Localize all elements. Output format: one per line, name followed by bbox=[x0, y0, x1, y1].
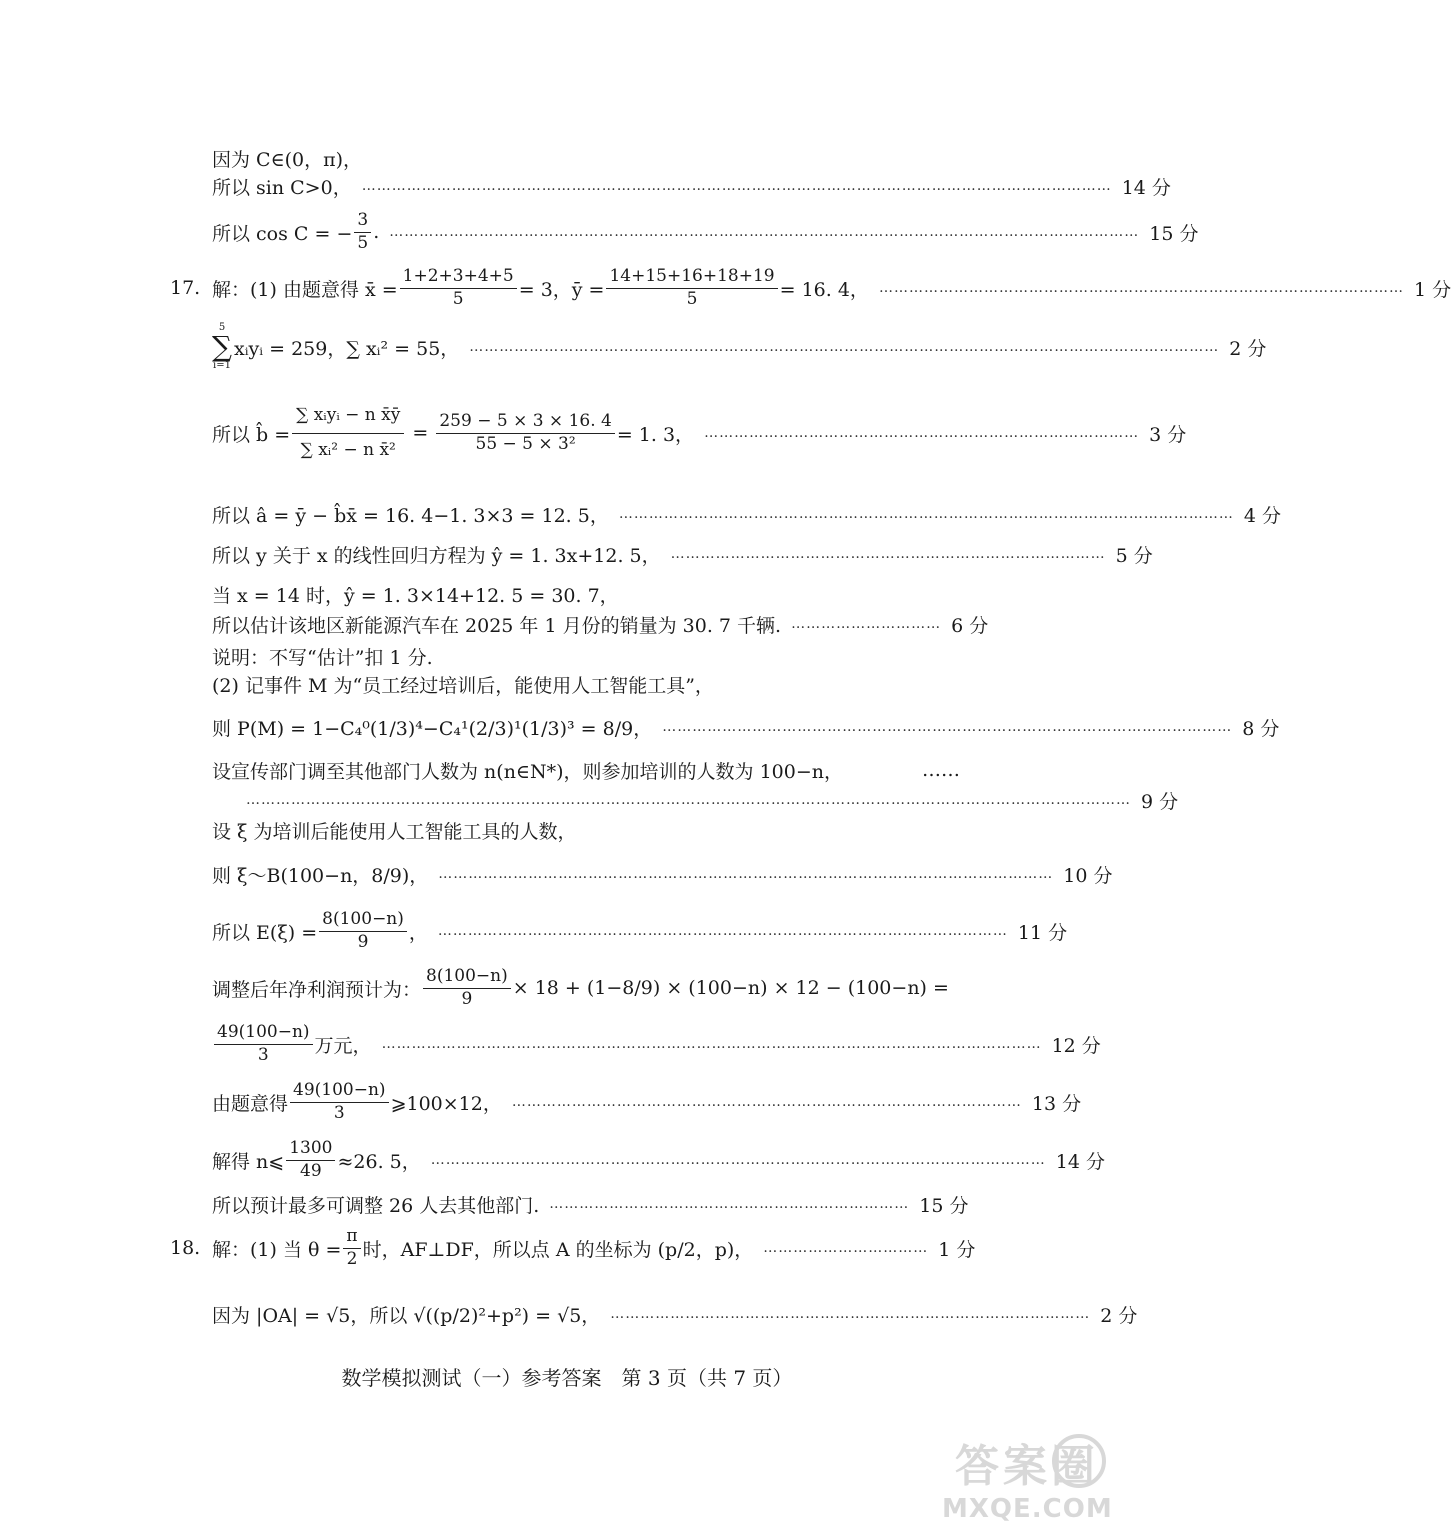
leader-dots: ………………………… bbox=[791, 616, 942, 632]
leader-dots: …………………………………………………………………………………………………………… bbox=[438, 866, 1054, 882]
question-number: 17. bbox=[170, 277, 201, 299]
text-line: 则 ξ～B(100−n，8/9)， …………………………………………………………………………………………………………… 10 分 bbox=[212, 852, 960, 896]
leader-dots: ……………………………………………………………… bbox=[549, 1196, 910, 1212]
leader-dots: …………………………………………………………………………………………………………………………………… bbox=[389, 224, 1140, 240]
text-line: 解得 n⩽ $\frac{1300}{49}$ ≈26. 5， …………………………………………………………………………………………………………… 14 分 bbox=[212, 1138, 1105, 1181]
fraction: $\frac{49(100-n)}{3}$ bbox=[214, 1022, 313, 1066]
leader-dots: …………………………………………………………………………………………………… bbox=[437, 923, 1008, 939]
leader-dots: …………………………………………………………………………… bbox=[704, 425, 1140, 441]
score: 3 分 bbox=[1149, 423, 1187, 446]
text-line: 所以 E(ξ) = $\frac{8(100-n)}{9}$ ， …………………………………………………………………………………………………… 11 分 bbox=[212, 909, 1068, 952]
score: 2 分 bbox=[1229, 337, 1267, 360]
leader-dots: …………………………………………………………………………… bbox=[670, 546, 1106, 562]
text-line: 设 ξ 为培训后能使用人工智能工具的人数， bbox=[212, 820, 577, 843]
leader-dots: …………………………………………………………………………………………………………………………………… bbox=[469, 339, 1220, 355]
text-line: 当 x = 14 时，ŷ = 1. 3×14+12. 5 = 30. 7， bbox=[212, 584, 619, 607]
leader-dots: …………………………………………………………………………………………………………………………………………………………… bbox=[246, 792, 1131, 808]
text-line: 调整后年净利润预计为： $\frac{8(100-n)}{9}$ × 18 + (1−8/9) × (100−n) × 12 − (100−n) = bbox=[212, 966, 949, 1009]
text-line: 5 ∑ i=1 xᵢyᵢ = 259，∑ xᵢ² = 55， …………………………………………………………………………………………………………………………………… 2 分 bbox=[212, 322, 1267, 371]
leader-dots: …………………………………………………………………………………………………………… bbox=[618, 506, 1234, 522]
text-line: 因为 C∈(0，π)， bbox=[212, 148, 363, 171]
text-line: (2) 记事件 M 为“员工经过培训后，能使用人工智能工具”， bbox=[212, 674, 714, 697]
score: 13 分 bbox=[1031, 1092, 1082, 1115]
text-line: 因为 |OA| = √5，所以 √((p/2)²+p²) = √5， …………………………………………………………………………………… 2 分 bbox=[212, 1290, 960, 1338]
fraction: $\frac{\pi}{2}$ bbox=[343, 1226, 360, 1270]
score: 8 分 bbox=[1242, 717, 1280, 740]
score: 10 分 bbox=[1063, 864, 1113, 887]
score: 9 分 bbox=[1141, 790, 1179, 813]
text-line: 设宣传部门调至其他部门人数为 n(n∈N*)，则参加培训的人数为 100−n， …… bbox=[212, 759, 960, 783]
fraction: $\frac{8(100-n)}{9}$ bbox=[423, 966, 511, 1010]
score: 5 分 bbox=[1115, 544, 1153, 567]
text-line: 所以预计最多可调整 26 人去其他部门. ……………………………………………………………… 15 分 bbox=[212, 1186, 960, 1222]
leader-dots: …………………………………………………………………………………………………………………… bbox=[381, 1036, 1042, 1052]
page-footer: 数学模拟测试（一）参考答案 第 3 页（共 7 页） bbox=[341, 1366, 793, 1390]
text-line: 则 P(M) = 1−C₄⁰(1/3)⁴−C₄¹(2/3)¹(1/3)³ = 8/9， …………………………………………………………………………………………………… 8 分 bbox=[212, 704, 960, 750]
text-line: 所以 y 关于 x 的线性回归方程为 ŷ = 1. 3x+12. 5， …………………………………………………………………………… 5 分 bbox=[212, 536, 960, 572]
leader-dots: …………………………… bbox=[763, 1240, 929, 1256]
text-line: 18. 解：(1) 当 θ = $\frac{\pi}{2}$ 时，AF⊥DF，所以点 A 的坐标为 (p/2，p)， …………………………… 1 分 bbox=[170, 1226, 976, 1269]
score: 1 分 bbox=[1413, 278, 1451, 301]
text-line: 所以 â = ȳ − b̂x̄ = 16. 4−1. 3×3 = 12. 5， …………………………………………………………………………………………………………… 4 分 bbox=[212, 496, 960, 532]
score: 6 分 bbox=[951, 614, 989, 637]
text-line: 所以 sin C>0， …………………………………………………………………………………………………………………………………… 14 分 bbox=[212, 168, 960, 204]
score: 4 分 bbox=[1243, 504, 1281, 527]
fraction: $\frac{49(100-n)}{3}$ bbox=[290, 1080, 389, 1124]
fraction: $\frac{3}{5}$ bbox=[354, 210, 371, 254]
leader-dots: …………………………………………………………………………………………… bbox=[878, 280, 1404, 296]
score: 14 分 bbox=[1055, 1150, 1105, 1173]
leader-dots: ………………………………………………………………………………………… bbox=[511, 1094, 1022, 1110]
watermark-logo: 答案圈 MXQE.COM bbox=[942, 1430, 1112, 1520]
fraction: $\frac{8(100-n)}{9}$ bbox=[319, 909, 407, 953]
score: 12 分 bbox=[1051, 1034, 1101, 1057]
watermark-circle-icon bbox=[1052, 1434, 1106, 1488]
leader-dots: …………………………………………………………………………………………………………… bbox=[430, 1152, 1046, 1168]
score: 15 分 bbox=[1149, 222, 1199, 245]
fraction: $\frac{\text{∑ xᵢyᵢ − n x̄ȳ}}{\text{∑ xᵢ² − n x̄²}}$ bbox=[292, 399, 404, 467]
sum-symbol: 5 ∑ i=1 bbox=[212, 322, 232, 371]
fraction: $\frac{259 - 5 \times 3 \times 16. 4}{\text{55 − 5 × 3²}}$ bbox=[436, 411, 615, 455]
leader-dots: …………………………………………………………………………………… bbox=[610, 1306, 1091, 1322]
text-line: 所以估计该地区新能源汽车在 2025 年 1 月份的销量为 30. 7 千辆. ………………………… 6 分 bbox=[212, 606, 960, 642]
fraction: $\frac{1300}{49}$ bbox=[286, 1138, 335, 1182]
score: 2 分 bbox=[1100, 1304, 1138, 1327]
fraction: $\frac{14+15+16+18+19}{5}$ bbox=[606, 266, 777, 310]
score: 1 分 bbox=[938, 1238, 976, 1261]
fraction: $\frac{1+2+3+4+5}{5}$ bbox=[400, 266, 517, 310]
leader-dots: …………………………………………………………………………………………………………………………………… bbox=[361, 178, 1112, 194]
score: 15 分 bbox=[919, 1194, 969, 1217]
text-line: 17. 解：(1) 由题意得 x̄ = $\frac{1+2+3+4+5}{5}$ = 3，ȳ = $\frac{14+15+16+18+19}{5}$ = 16. 4， …………………………………………………………………………………………… 1 分 bbox=[170, 266, 1451, 309]
text-line: 由题意得 $\frac{49(100-n)}{3}$ ⩾100×12， ………………………………………………………………………………………… 13 分 bbox=[212, 1080, 1082, 1123]
score: 11 分 bbox=[1017, 921, 1068, 944]
score: 14 分 bbox=[1121, 176, 1171, 199]
text-line: 所以 b̂ = $\frac{\text{∑ xᵢyᵢ − n x̄ȳ}}{\text{∑ xᵢ² − n x̄²}}$ = $\frac{259 - 5 \times 3 \times 16. 4}{\text{55 − 5 × 3²}}$ = 1. 3， …………………………………………………………………………… 3 分 bbox=[212, 384, 960, 482]
note-line: 说明：不写“估计”扣 1 分. bbox=[212, 646, 433, 669]
question-number: 18. bbox=[170, 1237, 201, 1259]
text-line: 所以 cos C = − $\frac{3}{5}$ . …………………………………………………………………………………………………………………………………… 15 分 bbox=[212, 210, 1199, 253]
text-line: $\frac{49(100-n)}{3}$ 万元， …………………………………………………………………………………………………………………… 12 分 bbox=[212, 1020, 960, 1068]
leader-dots: …………………………………………………………………………………………………… bbox=[662, 719, 1233, 735]
